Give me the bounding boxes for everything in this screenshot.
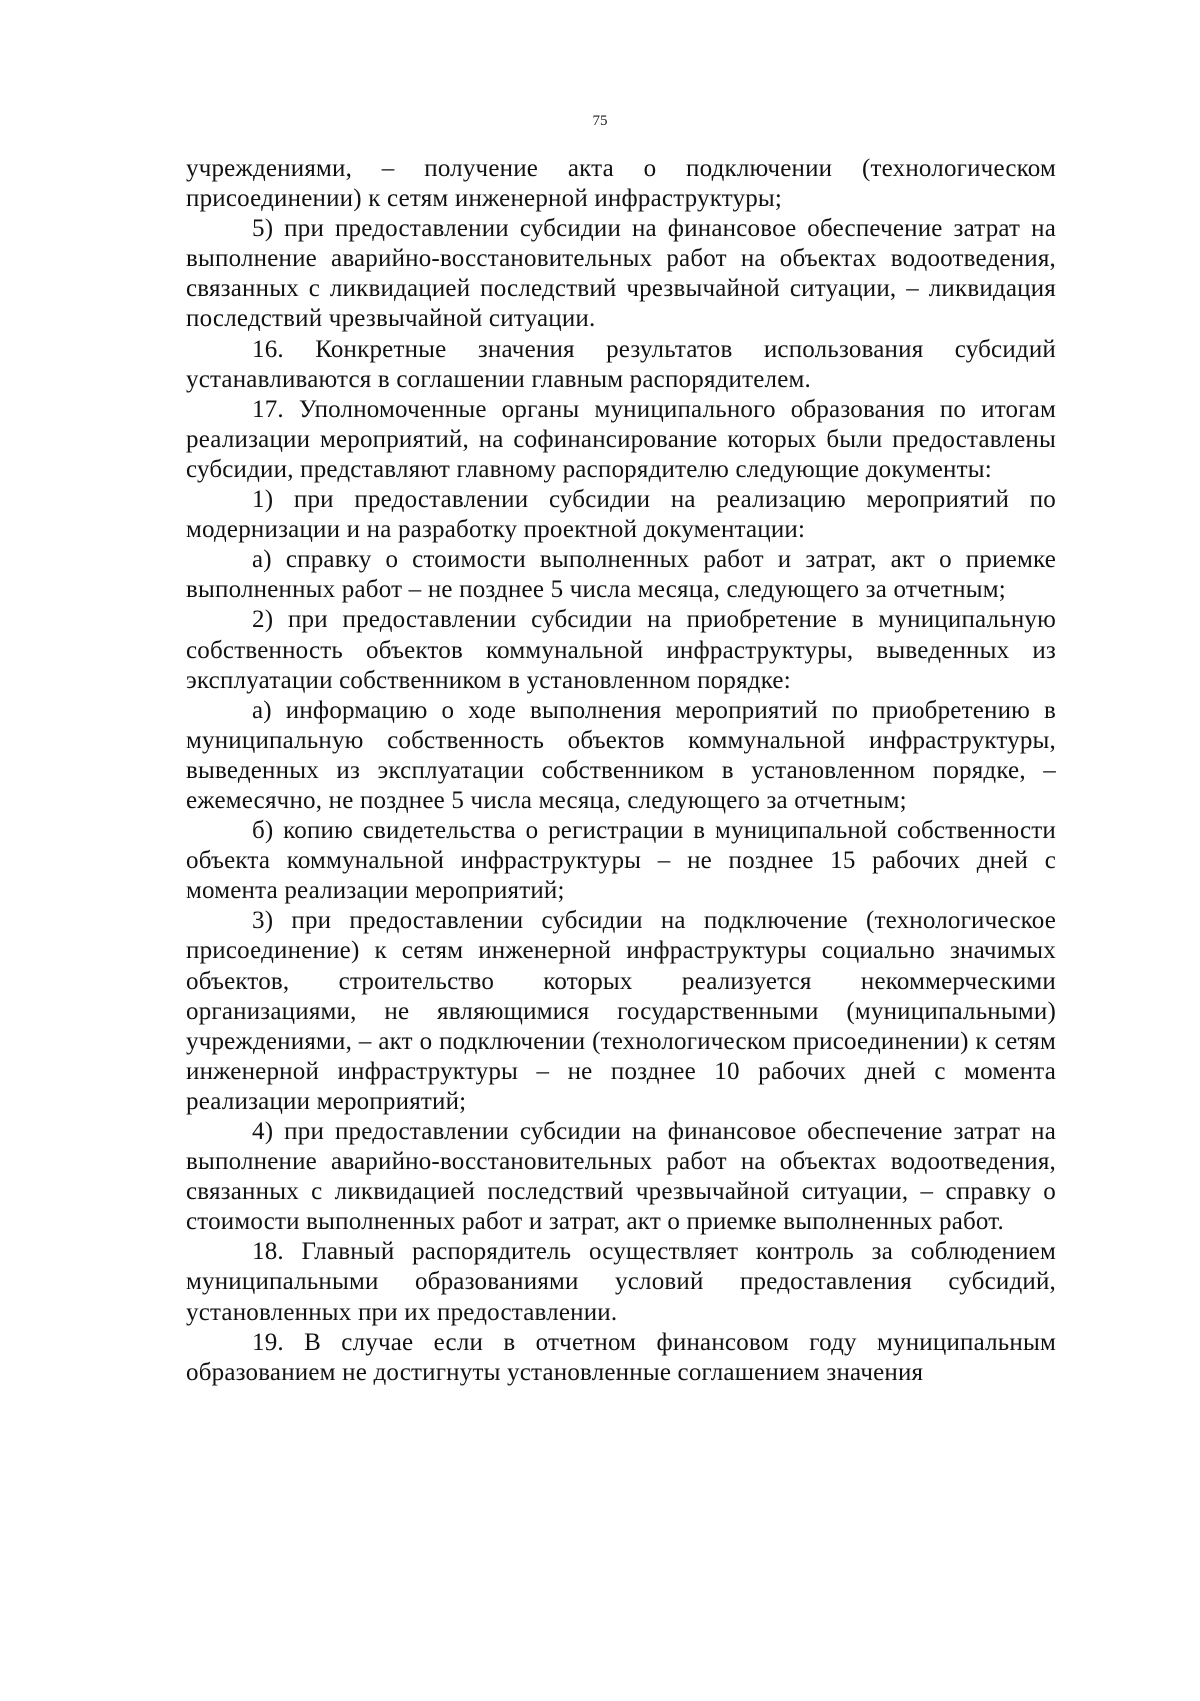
- paragraph-17-item-4: 4) при предоставлении субсидии на финансовое обеспечение затрат на выполнение аварийно-восстановительных работ на объектах водоотведения, связанных с ликвидацией последствий чрезвычайной ситуации, – справку о стоимости выполненных работ и затрат, акт о приемке выполненных работ.: [186, 1118, 1056, 1236]
- paragraph-17-item-1a: а) справку о стоимости выполненных работ и затрат, акт о приемке выполненных работ – не позднее 5 числа месяца, следующего за отчетным;: [186, 546, 1056, 604]
- paragraph-16: 16. Конкретные значения результатов использования субсидий устанавливаются в соглашении главным распорядителем.: [186, 335, 1056, 393]
- paragraph-17-item-3: 3) при предоставлении субсидии на подключение (технологическое присоединение) к сетям инженерной инфраструктуры социально значимых объектов, строительство которых реализуется некоммерческими организациями, не являющимися государственными (муниципальными) учреждениями, – акт о подключении (технологическом присоединении) к сетям инженерной инфраструктуры – не позднее 10 рабочих дней с момента реализации мероприятий;: [186, 907, 1056, 1115]
- paragraph-17-item-2a: а) информацию о ходе выполнения мероприятий по приобретению в муниципальную собственность объектов коммунальной инфраструктуры, выведенных из эксплуатации собственником в установленном порядке, – ежемесячно, не позднее 5 числа месяца, следующего за отчетным;: [186, 696, 1056, 814]
- paragraph-17-item-1: 1) при предоставлении субсидии на реализацию мероприятий по модернизации и на разработку проектной документации:: [186, 486, 1056, 544]
- paragraph-19: 19. В случае если в отчетном финансовом году муниципальным образованием не достигнуты установленные соглашением значения: [186, 1328, 1056, 1386]
- page-number: 75: [592, 113, 608, 129]
- paragraph-17-item-2b: б) копию свидетельства о регистрации в муниципальной собственности объекта коммунальной инфраструктуры – не позднее 15 рабочих дней с момента реализации мероприятий;: [186, 817, 1056, 905]
- paragraph-18: 18. Главный распорядитель осуществляет контроль за соблюдением муниципальными образованиями условий предоставления субсидий, установленных при их предоставлении.: [186, 1238, 1056, 1326]
- paragraph-continuation: учреждениями, – получение акта о подключении (технологическом присоединении) к сетям инженерной инфраструктуры;: [186, 155, 1056, 213]
- paragraph-17: 17. Уполномоченные органы муниципального образования по итогам реализации мероприятий, на софинансирование которых были предоставлены субсидии, представляют главному распорядителю следующие документы:: [186, 395, 1056, 483]
- paragraph-item-5: 5) при предоставлении субсидии на финансовое обеспечение затрат на выполнение аварийно-восстановительных работ на объектах водоотведения, связанных с ликвидацией последствий чрезвычайной ситуации, – ликвидация последствий чрезвычайной ситуации.: [186, 215, 1056, 333]
- paragraph-17-item-2: 2) при предоставлении субсидии на приобретение в муниципальную собственность объектов коммунальной инфраструктуры, выведенных из эксплуатации собственником в установленном порядке:: [186, 606, 1056, 694]
- document-body: [186, 154, 1056, 1388]
